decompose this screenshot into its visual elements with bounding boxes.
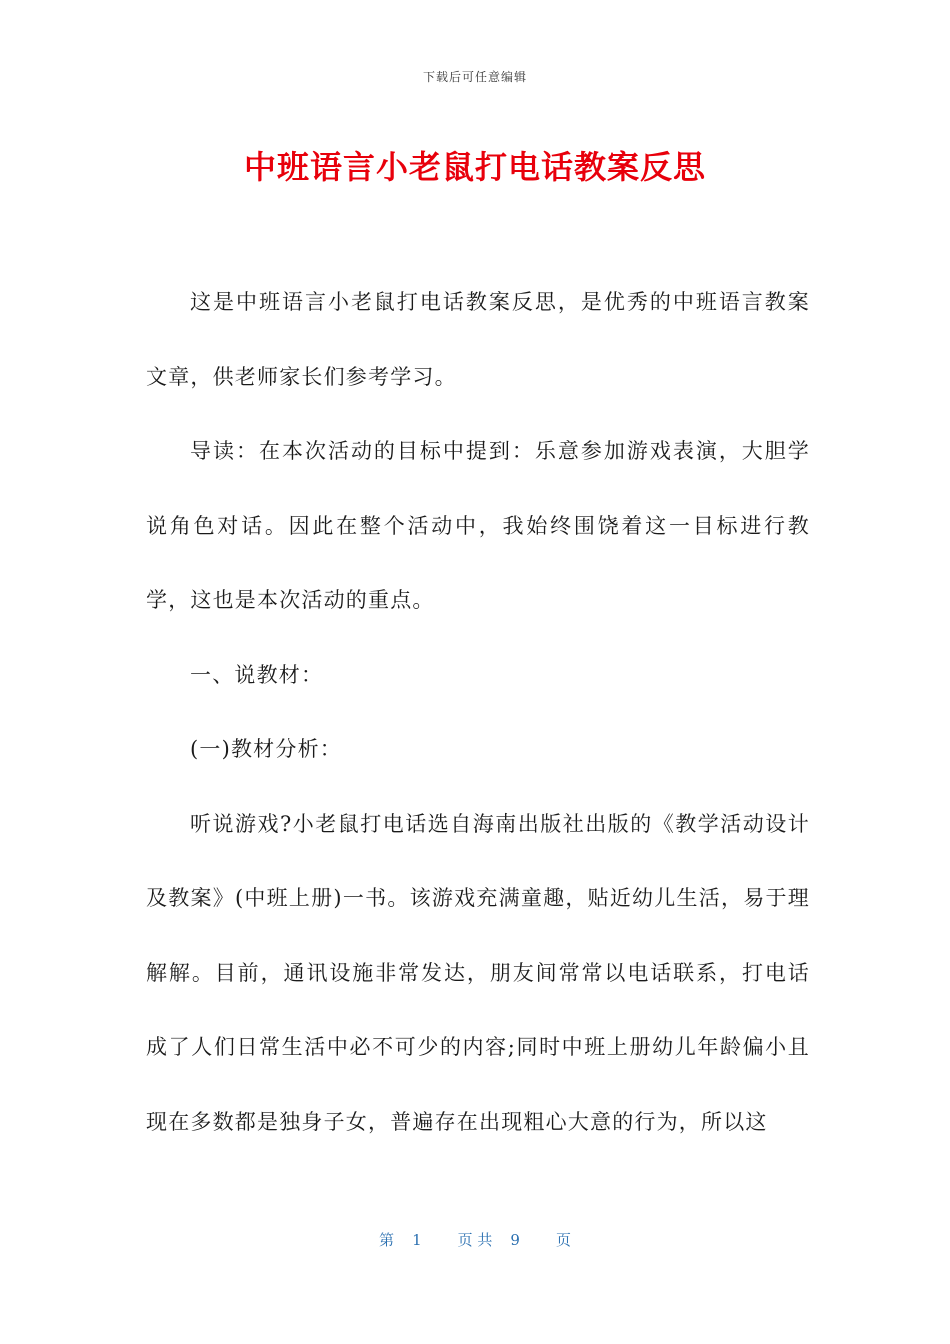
subsection-heading-analysis: (一)教材分析： — [190, 737, 342, 761]
footer-total-pages: 9 — [510, 1231, 520, 1249]
footer-label-page: 第 — [379, 1231, 395, 1249]
paragraph-analysis: 听说游戏?小老鼠打电话选自海南出版社出版的《教学活动设计及教案》(中班上册)一书。该游戏充满童趣，贴近幼儿生活，易于理解解。目前，通讯设施非常发达，朋友间常常以电话联系，打电话成了人们日常生活中必不可少的内容;同时中班上册幼儿年龄偏小且现在多数都是独身子女，普遍存在出现粗心大意的行为，所以这 — [146, 811, 810, 1134]
document-body — [146, 265, 810, 1159]
document-title: 中班语言小老鼠打电话教案反思 — [243, 148, 706, 186]
footer-label-end: 页 — [555, 1231, 571, 1249]
paragraph-intro: 这是中班语言小老鼠打电话教案反思，是优秀的中班语言教案文章，供老师家长们参考学习。 — [146, 290, 810, 389]
paragraph-guide: 导读：在本次活动的目标中提到：乐意参加游戏表演，大胆学说角色对话。因此在整个活动中，我始终围饶着这一目标进行教学，这也是本次活动的重点。 — [146, 439, 810, 612]
section-heading-materials: 一、说教材： — [190, 662, 324, 687]
footer-current-page: 1 — [412, 1231, 422, 1249]
page-footer — [0, 1229, 950, 1250]
footer-label-of: 页 共 — [457, 1231, 493, 1249]
header-note: 下载后可任意编辑 — [422, 70, 527, 84]
